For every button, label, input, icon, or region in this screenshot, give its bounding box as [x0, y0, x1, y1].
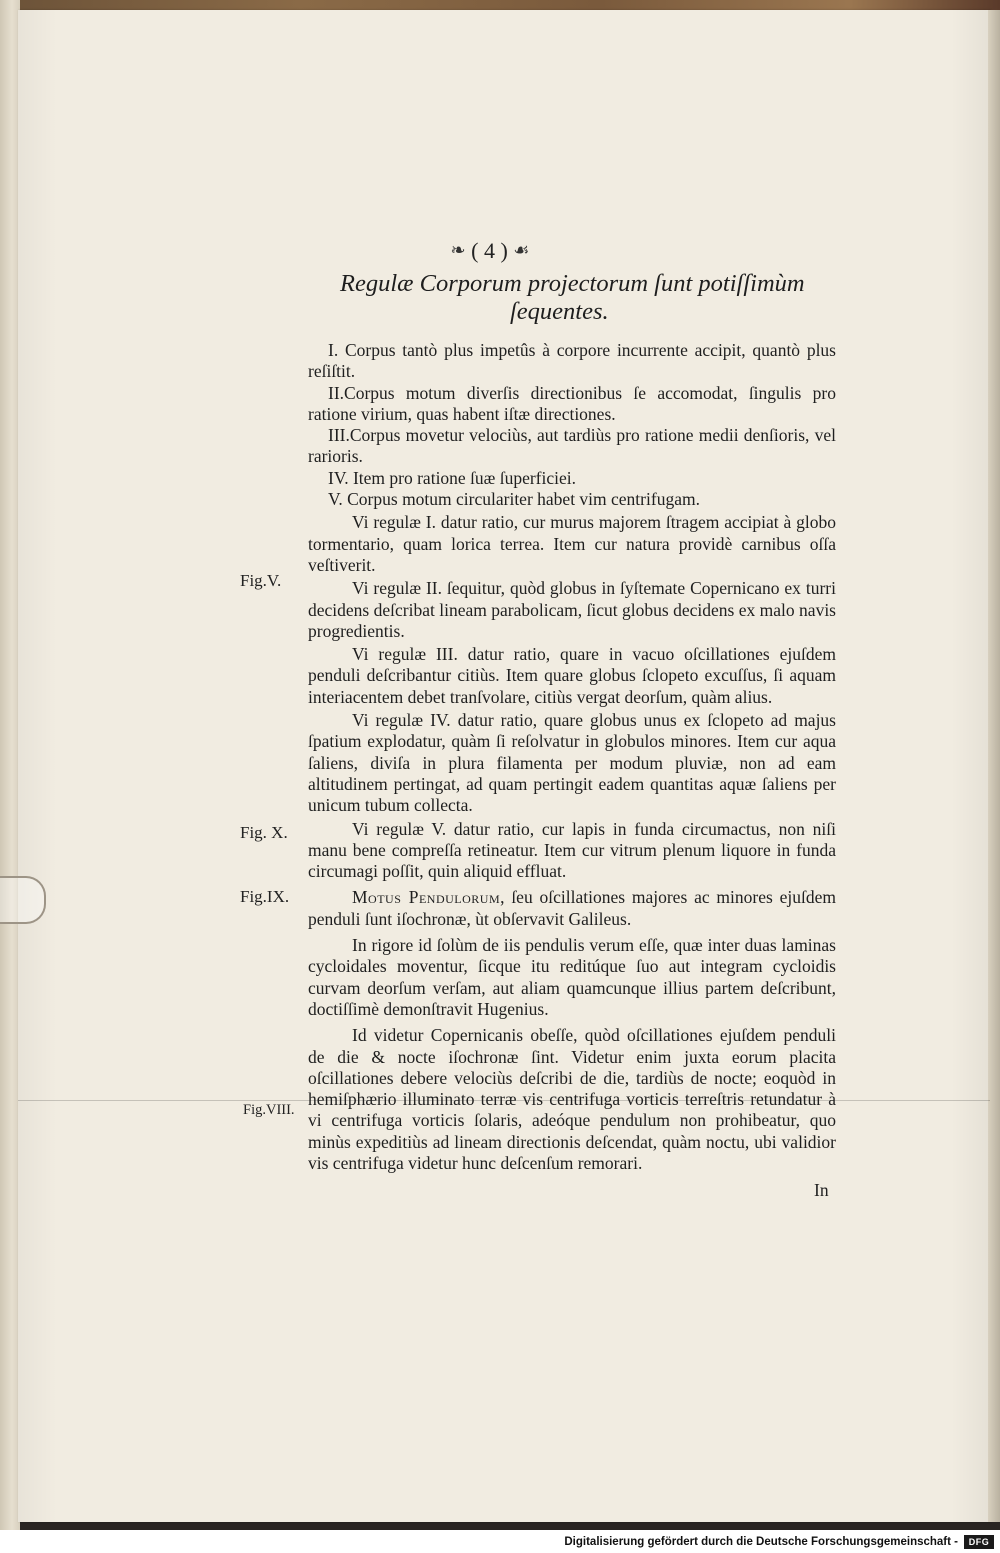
- paragraph-rule-1: Vi regulæ I. datur ratio, cur murus majorem ſtragem accipiat à globo tormentario, quam lorica terrea. Item cur natura providè carnibus oſſa veſtiverit.: [308, 512, 836, 575]
- rule-3: III.Corpus movetur velociùs, aut tardiùs pro ratione medii denſioris, vel rarioris.: [308, 425, 836, 467]
- margin-note-fig-ix: Fig.IX.: [240, 887, 290, 906]
- section-title: [340, 270, 840, 326]
- body-text: [308, 340, 836, 1174]
- page-number: ( 4 ): [471, 238, 508, 263]
- catchword: In: [814, 1180, 829, 1200]
- rule-1: I. Corpus tantò plus impetûs à corpore incurrente accipit, quantò plus reſiſtit.: [308, 340, 836, 382]
- title-line-2: ſequentes.: [510, 298, 609, 325]
- book-left-edge: [0, 0, 20, 1530]
- paragraph-hugenius: In rigore id ſolùm de iis pendulis verum eſſe, quæ inter duas laminas cycloidales moventur, ſicque itu reditúque ſuo aut integram cycloidis curvam deorſum verſam, aut aliam quamcunque illius partem deſcribunt, doctiſſimè demonſtravit Hugenius.: [308, 935, 836, 1019]
- paragraph-rule-2: Vi regulæ II. ſequitur, quòd globus in ſyſtemate Copernicano ex turri decidens deſcribat lineam parabolicam, ſicut globus decidens ex malo navis progredientis.: [308, 578, 836, 641]
- motus-heading: Motus Pendulorum: [352, 887, 501, 908]
- paragraph-rule-5: Vi regulæ V. datur ratio, cur lapis in funda circumactus, non niſi manu bene compreſſa retineatur. Item cur vitrum plenum liquore in funda circumagi poſſit, quin aliquid effluat.: [308, 818, 836, 882]
- ornament-right-icon: ☙: [513, 240, 530, 260]
- paragraph-copernicanis: Id videtur Copernicanis obeſſe, quòd oſcillationes ejuſdem penduli de die & nocte iſochronæ ſint. Videtur enim juxta eorum placita oſcillationes debere velociùs deſcribi de die, tardiùs de nocte; eoquòd in hemiſphærio illuminato terræ vis centrifuga vorticis terreſtris retundatur à vi centrifuga vorticis ſolaris, adeóque pendulum non prohibeatur, quo minùs expeditiùs ad lineam directionis deſcendat, quàm noctu, ubi validior vis centrifuga videtur hunc deſcenſum remorari.: [308, 1025, 836, 1173]
- paragraph-rule-4: Vi regulæ IV. datur ratio, quare globus unus ex ſclopeto ad majus ſpatium explodatur, quàm ſi reſolvatur in globulos minores. Item cur aqua ſaliens, diviſa in plura filamenta per modum pluviæ, non ad eam altitudinem pertingat, ad quam pertingit eadem quantitas aquæ ſaliens per unicum tubum collecta.: [308, 710, 836, 816]
- footer-credit: Digitalisierung gefördert durch die Deutsche Forschungsgemeinschaft -: [564, 1536, 958, 1548]
- page-clip: [0, 876, 46, 924]
- paragraph-motus: [308, 887, 836, 930]
- rule-2: II.Corpus motum diverſis directionibus ſe accomodat, ſingulis pro ratione virium, quas habent iſtæ directiones.: [308, 382, 836, 424]
- margin-note-fig-x: Fig. X.: [240, 823, 288, 842]
- motus-text: , ſeu oſcillationes majores ac minores ejuſdem penduli ſunt iſochronæ, ùt obſervavit Galileus.: [308, 887, 836, 929]
- margin-note-fig-viii: Fig.VIII.: [243, 1102, 295, 1118]
- paragraph-rule-3: Vi regulæ III. datur ratio, quare in vacuo oſcillationes ejuſdem penduli deſcribantur citiùs. Item quare globus ſclopeto excuſſus, ſi aquam interiacentem debet tranſvolare, citiùs vergat deorſum, quàm alius.: [308, 644, 836, 707]
- rule-4: IV. Item pro ratione ſuæ ſuperficiei.: [328, 467, 577, 488]
- book-right-edge: [988, 10, 1000, 1522]
- rule-5: V. Corpus motum circulariter habet vim centrifugam.: [328, 489, 700, 510]
- page-header: [451, 238, 530, 264]
- margin-note-fig-v: Fig.V.: [240, 571, 282, 590]
- title-line-1: Regulæ Corporum projectorum ſunt potiſſimùm: [340, 270, 805, 297]
- dfg-logo: DFG: [964, 1535, 994, 1549]
- ornament-left-icon: ❧: [450, 240, 466, 260]
